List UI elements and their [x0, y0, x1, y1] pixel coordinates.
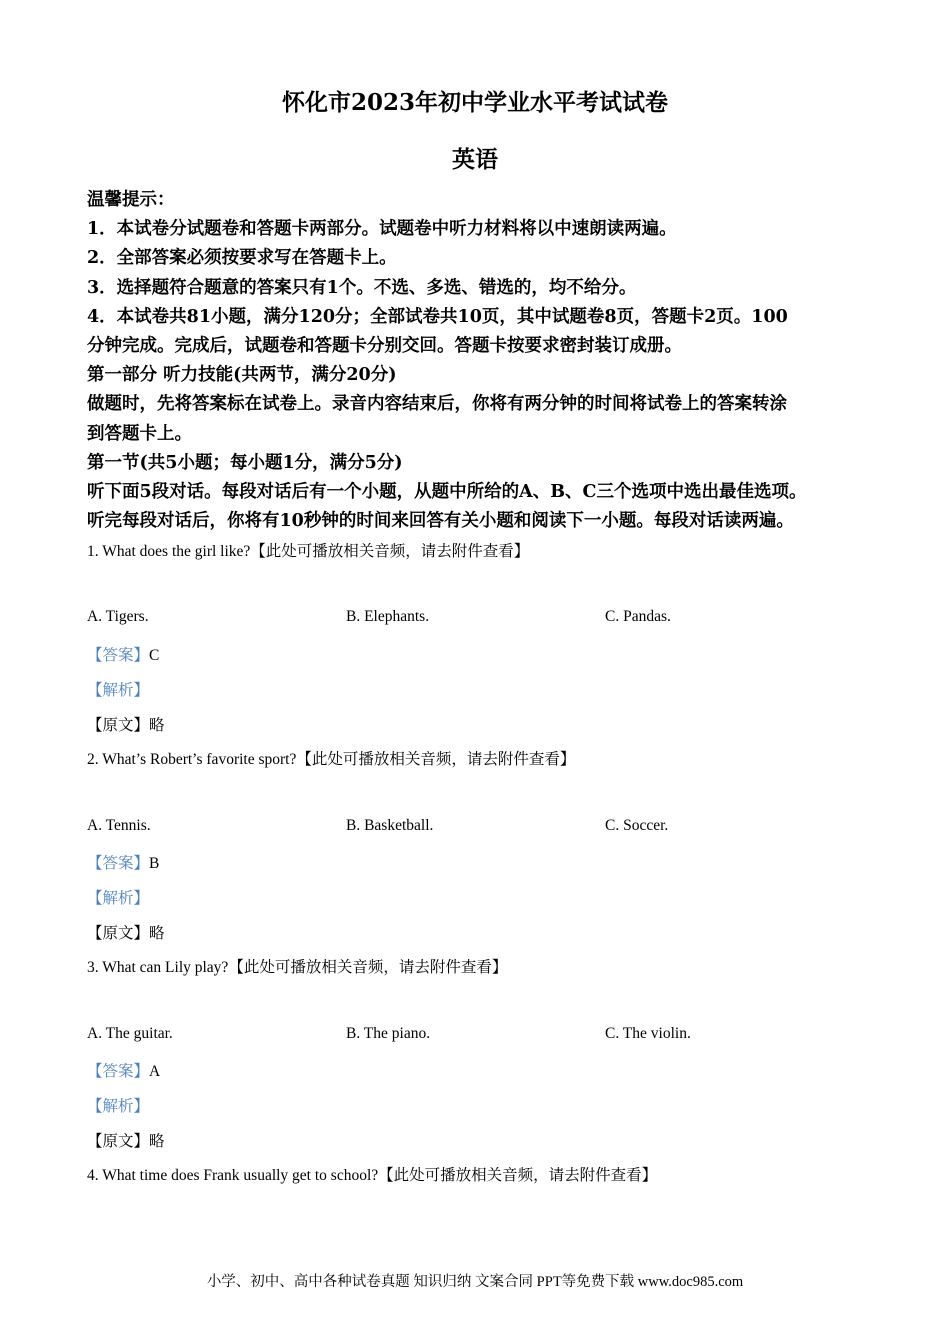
question-1-option-c: C. Pandas. [605, 608, 671, 625]
question-3-analysis-label: 【解析】 [87, 1098, 150, 1115]
question-2-text: 2. What’s Robert’s favorite sport?【此处可播放相关音频，请去附件查看】 [87, 751, 576, 768]
original-label: 【原文】 [87, 717, 150, 734]
instruction-line: 1．本试卷分试题卷和答题卡两部分。试题卷中听力材料将以中速朗读两遍。 [87, 219, 677, 240]
original-label: 【原文】 [87, 1133, 150, 1150]
question-2-option-b: B. Basketball. [346, 817, 434, 834]
question-2-original [87, 921, 165, 943]
question-2-analysis-label: 【解析】 [87, 890, 150, 907]
question-1-option-b: B. Elephants. [346, 608, 430, 625]
question-3-original [87, 1129, 165, 1151]
instruction-line: 听下面5段对话。每段对话后有一个小题，从题中所给的A、B、C三个选项中选出最佳选项。 [87, 482, 807, 503]
instructions [87, 186, 887, 536]
answer-label: 【答案】 [87, 647, 150, 664]
page-footer: 小学、初中、高中各种试卷真题 知识归纳 文案合同 PPT等免费下载 www.doc985.com [206, 1274, 744, 1290]
question-1-analysis-label: 【解析】 [87, 682, 150, 699]
answer-label: 【答案】 [87, 855, 150, 872]
instruction-line: 分钟完成。完成后，试题卷和答题卡分别交回。答题卡按要求密封装订成册。 [87, 336, 682, 357]
answer-value: C [149, 647, 160, 664]
question-3-option-b: B. The piano. [346, 1025, 431, 1042]
question-1-text: 1. What does the girl like?【此处可播放相关音频，请去附件查看】 [87, 543, 530, 560]
instruction-line: 2．全部答案必须按要求写在答题卡上。 [87, 248, 397, 269]
section-heading: 第一节(共5小题；每小题1分，满分5分) [87, 452, 403, 473]
question-1-original [87, 713, 165, 735]
instruction-line: 到答题卡上。 [87, 423, 192, 444]
instruction-line: 做题时，先将答案标在试卷上。录音内容结束后，你将有两分钟的时间将试卷上的答案转涂 [87, 394, 787, 415]
original-label: 【原文】 [87, 925, 150, 942]
exam-title: 怀化市2023年初中学业水平考试试卷 [281, 89, 668, 116]
question-3-option-a: A. The guitar. [87, 1025, 173, 1042]
question-3-option-c: C. The violin. [605, 1025, 691, 1042]
instruction-line: 3．选择题符合题意的答案只有1个。不选、多选、错选的，均不给分。 [87, 277, 637, 298]
subject-title: 英语 [452, 146, 498, 173]
section-heading: 第一部分 听力技能(共两节，满分20分) [87, 365, 397, 386]
question-3-text: 3. What can Lily play?【此处可播放相关音频，请去附件查看】 [87, 959, 508, 976]
question-2-answer [87, 851, 159, 873]
instruction-line: 听完每段对话后，你将有10秒钟的时间来回答有关小题和阅读下一小题。每段对话读两遍。 [87, 511, 794, 532]
answer-value: A [149, 1063, 161, 1080]
answer-label: 【答案】 [87, 1063, 150, 1080]
question-3-answer [87, 1059, 160, 1081]
instruction-line: 4．本试卷共81小题，满分120分；全部试卷共10页，其中试题卷8页，答题卡2页。100 [87, 306, 788, 327]
original-value: 略 [149, 925, 165, 942]
original-value: 略 [149, 1133, 165, 1150]
question-1-answer [87, 643, 159, 665]
question-2-option-c: C. Soccer. [605, 817, 669, 834]
answer-value: B [149, 855, 160, 872]
instruction-line: 温馨提示： [87, 190, 175, 210]
question-2-option-a: A. Tennis. [87, 817, 151, 834]
question-1-option-a: A. Tigers. [87, 608, 149, 625]
question-4-text: 4. What time does Frank usually get to school?【此处可播放相关音频，请去附件查看】 [87, 1167, 658, 1184]
original-value: 略 [149, 717, 165, 734]
